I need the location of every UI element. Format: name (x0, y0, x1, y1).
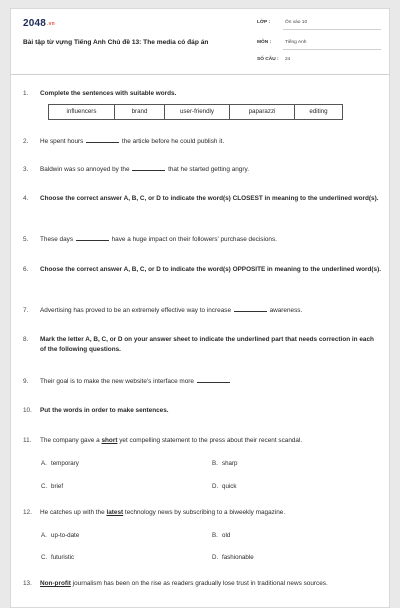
question-2: 2. He spent hours the article before he could publish it. (23, 138, 225, 145)
document-header: 2048.vn Bài tập từ vựng Tiếng Anh Chủ đề 13: The media có đáp án LỚP : Ôn vào 10 MÔN : Tiếng Anh SỐ CÂU : 24 (11, 9, 389, 75)
question-13: 13. Non-profit journalism has been on the rise as readers gradually lose trust in traditional news sources. (23, 580, 328, 587)
answer-blank[interactable] (76, 235, 109, 241)
question-9: 9. Their goal is to make the new website's interface more (23, 377, 381, 387)
word-box-item: brand (115, 105, 165, 119)
option-b[interactable]: B. sharp (212, 460, 238, 467)
answer-blank[interactable] (86, 137, 119, 143)
answer-blank[interactable] (234, 306, 267, 312)
answer-blank[interactable] (132, 165, 165, 171)
word-box-item: influencers (49, 105, 115, 119)
word-box (48, 104, 343, 120)
option-c[interactable]: C. brief (41, 483, 64, 490)
question-10: 10. Put the words in order to make sentences. (23, 407, 169, 414)
option-c[interactable]: C. futuristic (41, 554, 75, 561)
question-6: 6. Choose the correct answer A, B, C, or D to indicate the word(s) OPPOSITE in meaning to the underlined word(s). (23, 266, 381, 273)
option-d[interactable]: D. fashionable (212, 554, 254, 561)
document-title: Bài tập từ vựng Tiếng Anh Chủ đề 13: The media có đáp án (23, 39, 209, 46)
word-box-item: paparazzi (230, 105, 295, 119)
question-8: 8. Mark the letter A, B, C, or D on your answer sheet to indicate the underlined part that needs correction in each of the following questions. (23, 336, 374, 354)
answer-blank[interactable] (197, 377, 230, 383)
option-a[interactable]: A. temporary (41, 460, 79, 467)
question-4: 4. Choose the correct answer A, B, C, or D to indicate the word(s) CLOSEST in meaning to the underlined word(s). (23, 195, 379, 202)
word-box-item: user-friendly (165, 105, 230, 119)
site-logo[interactable]: 2048.vn (23, 18, 55, 29)
question-12: 12. He catches up with the latest technology news by subscribing to a biweekly magazine. (23, 509, 286, 516)
option-d[interactable]: D. quick (212, 483, 237, 490)
question-5: 5. These days have a huge impact on their followers' purchase decisions. (23, 236, 277, 243)
word-box-item: editing (309, 108, 328, 115)
question-7: 7. Advertising has proved to be an extremely effective way to increase awareness. (23, 307, 303, 314)
document-page (10, 8, 390, 608)
option-b[interactable]: B. old (212, 532, 231, 539)
question-1: 1. Complete the sentences with suitable words. (23, 90, 177, 97)
question-11: 11. The company gave a short yet compelling statement to the press about their recent scandal. (23, 437, 303, 444)
question-3: 3. Baldwin was so annoyed by the that he started getting angry. (23, 166, 249, 173)
option-a[interactable]: A. up-to-date (41, 532, 80, 539)
